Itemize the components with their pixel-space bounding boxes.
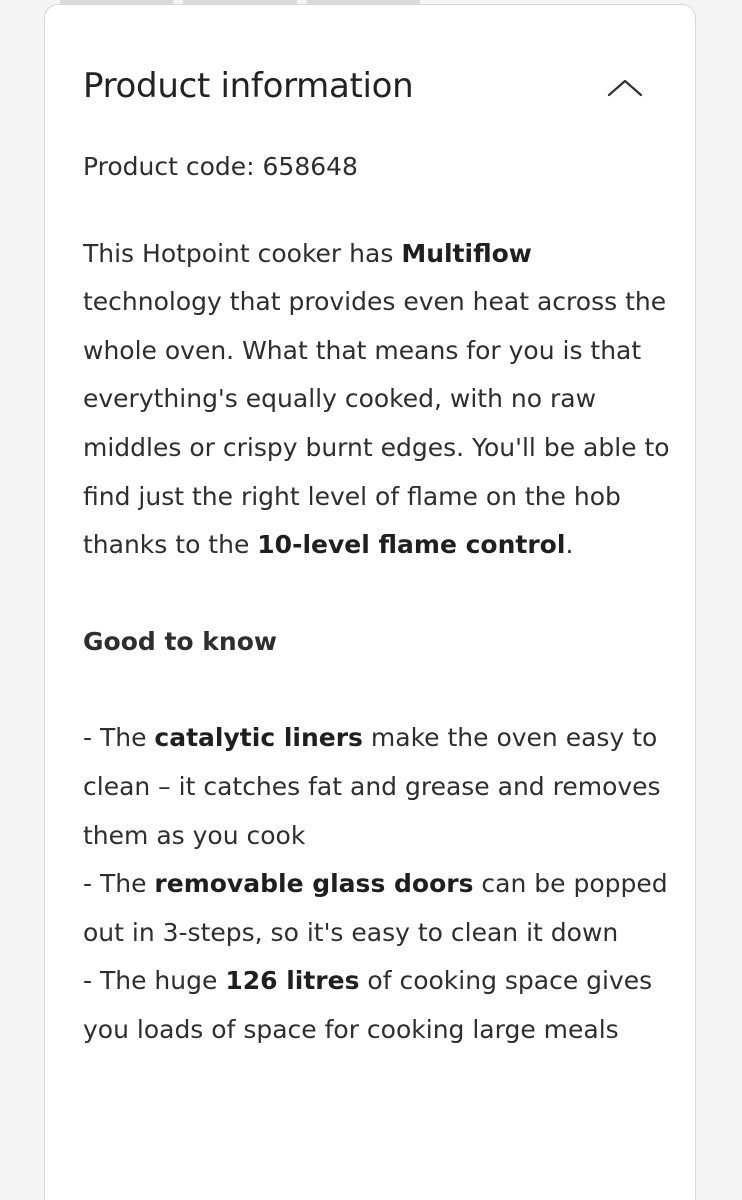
panel-header[interactable] [83, 65, 657, 113]
chevron-up-icon[interactable] [605, 73, 645, 101]
list-item [83, 714, 673, 860]
feature-prefix: - The [83, 723, 155, 753]
list-item [83, 860, 673, 957]
feature-highlight: removable glass doors [154, 869, 474, 899]
product-description [83, 230, 673, 570]
feature-text: of cooking space gives you loads of space for cooking large meals [83, 966, 653, 1044]
feature-text: make the oven easy to clean – it catches fat and grease and removes them as you cook [83, 723, 661, 850]
description-text: . [565, 530, 574, 560]
good-to-know-heading: Good to know [83, 626, 277, 656]
panel-content [83, 143, 673, 1055]
product-code: Product code: 658648 [83, 152, 358, 181]
feature-prefix: - The huge [83, 966, 226, 996]
description-text: This Hotpoint cooker has [83, 238, 402, 268]
feature-highlight: catalytic liners [154, 723, 363, 753]
good-to-know-list [83, 714, 673, 1054]
description-text: technology that provides even heat across the whole oven. What that means for you is that everything's equally cooked, with no raw middles or crispy burnt edges. You'll be able to find just the right level of flame on the hob thanks to the [83, 287, 670, 560]
product-information-panel [44, 4, 696, 1200]
feature-prefix: - The [83, 869, 155, 899]
list-item [83, 957, 673, 1054]
panel-title: Product information [83, 66, 414, 106]
feature-text: can be popped out in 3-steps, so it's easy to clean it down [83, 869, 668, 947]
description-highlight: Multiflow [401, 238, 532, 268]
feature-highlight: 126 litres [225, 966, 360, 996]
description-highlight: 10-level flame control [257, 530, 566, 560]
